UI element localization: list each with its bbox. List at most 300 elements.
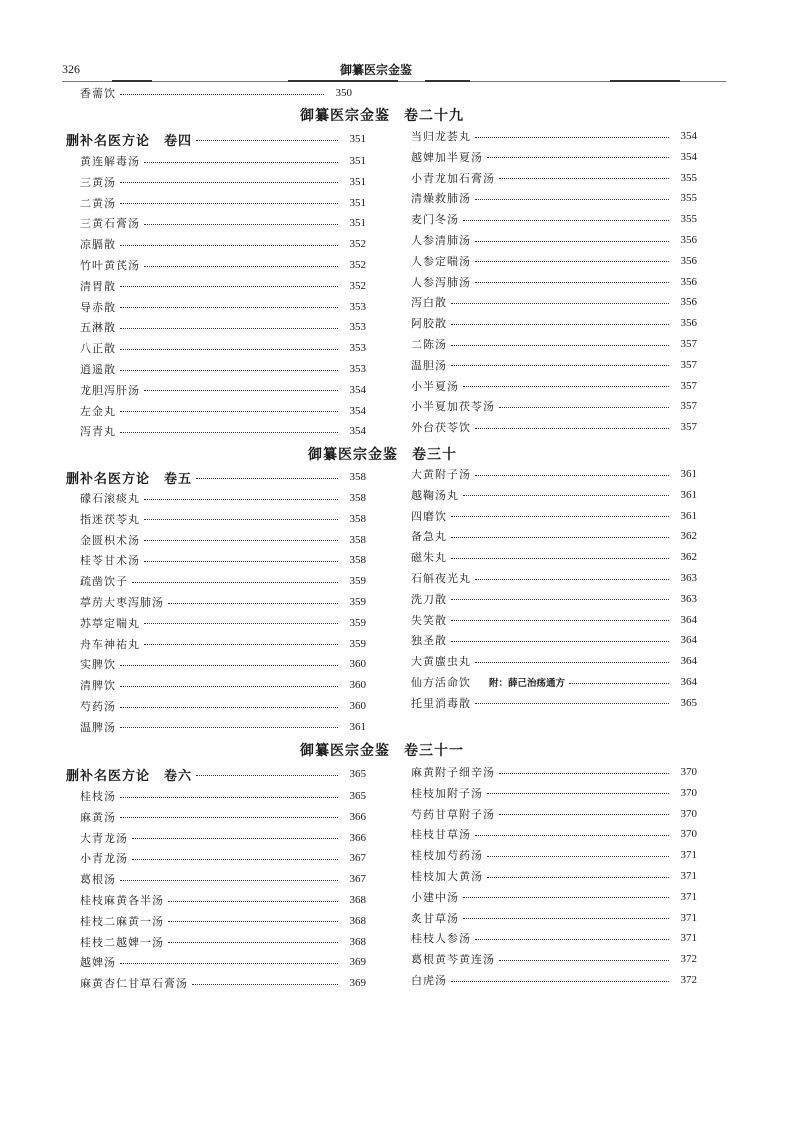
dot-leader	[451, 303, 669, 304]
dot-leader	[475, 261, 669, 262]
dot-leader	[451, 981, 669, 982]
entry-label: 舟车神祐丸	[80, 637, 140, 651]
entry-label: 小青龙汤	[80, 852, 128, 866]
toc-entry[interactable]	[80, 531, 366, 549]
entry-page: 357	[680, 338, 697, 350]
dot-leader	[196, 140, 338, 141]
entry-label: 人参清肺汤	[411, 234, 471, 247]
entry-page: 355	[680, 213, 697, 226]
entry-label: 桂枝加芍药汤	[411, 849, 483, 863]
entry-page: 352	[349, 259, 366, 271]
dot-leader	[120, 182, 338, 183]
entry-label: 左金丸	[80, 404, 116, 418]
entry-page: 361	[680, 488, 697, 501]
entry-page: 351	[349, 217, 366, 230]
entry-label: 实脾饮	[80, 658, 116, 672]
toc-entry-carryover[interactable]	[80, 84, 352, 102]
dot-leader	[120, 880, 338, 881]
entry-label: 芍药汤	[80, 700, 116, 713]
entry-label: 白虎汤	[411, 974, 447, 987]
dot-leader	[451, 558, 669, 559]
toc-entry[interactable]	[80, 402, 366, 420]
entry-page: 354	[349, 383, 366, 396]
dot-leader	[499, 814, 669, 815]
entry-page: 369	[349, 956, 366, 969]
chapter-label	[66, 468, 196, 487]
entry-page: 354	[349, 425, 366, 438]
toc-entry[interactable]	[411, 169, 697, 187]
toc-entry[interactable]	[80, 173, 366, 191]
dot-leader	[475, 835, 669, 836]
toc-entry[interactable]	[411, 929, 697, 947]
entry-page: 361	[680, 468, 697, 480]
entry-page: 367	[349, 873, 366, 886]
dot-leader	[120, 286, 338, 287]
toc-entry[interactable]	[411, 273, 697, 291]
chapter-title: 删补名医方论	[66, 471, 151, 487]
entry-label: 清脾饮	[80, 679, 116, 693]
dot-leader	[499, 407, 669, 408]
toc-entry[interactable]	[80, 235, 366, 253]
toc-chapter-entry[interactable]	[66, 130, 366, 148]
entry-label: 五淋散	[80, 321, 116, 335]
entry-page: 369	[349, 977, 366, 990]
entry-label: 托里消毒散	[411, 696, 471, 710]
toc-entry[interactable]	[411, 335, 697, 353]
toc-entry[interactable]	[411, 231, 697, 249]
toc-entry[interactable]	[80, 891, 366, 909]
dot-leader	[196, 478, 338, 479]
header-rule-segment	[610, 80, 680, 82]
toc-entry[interactable]	[411, 888, 697, 906]
dot-leader	[120, 328, 338, 329]
toc-entry[interactable]	[411, 950, 697, 968]
entry-page: 357	[680, 421, 697, 434]
entry-label: 三黄石膏汤	[80, 217, 140, 231]
dot-leader	[120, 411, 338, 412]
dot-leader	[451, 516, 669, 517]
toc-entry[interactable]	[411, 846, 697, 864]
entry-page: 351	[349, 155, 366, 167]
entry-page: 351	[349, 196, 366, 209]
toc-entry[interactable]	[80, 510, 366, 528]
entry-page: 361	[349, 720, 366, 733]
toc-entry[interactable]	[411, 805, 697, 823]
toc-entry[interactable]	[411, 548, 697, 566]
section-book-title: 御纂医宗金鉴	[300, 108, 390, 124]
dot-leader	[463, 220, 669, 221]
entry-page: 351	[349, 175, 366, 188]
toc-entry[interactable]	[80, 718, 366, 736]
entry-label: 洗刀散	[411, 592, 447, 606]
toc-entry[interactable]	[80, 870, 366, 888]
dot-leader	[120, 307, 338, 308]
header-rule-segment	[112, 80, 152, 82]
section-volume: 卷三十	[412, 447, 457, 463]
toc-entry[interactable]	[411, 763, 697, 781]
entry-page: 368	[349, 894, 366, 906]
entry-page: 356	[680, 317, 697, 330]
entry-page: 353	[349, 321, 366, 334]
section-volume: 卷二十九	[404, 108, 464, 124]
toc-entry[interactable]	[411, 189, 697, 207]
entry-label: 麻黄汤	[80, 810, 116, 824]
dot-leader	[475, 241, 669, 242]
entry-label: 指迷茯苓丸	[80, 512, 140, 526]
entry-page: 357	[680, 400, 697, 413]
entry-label: 礞石滚痰丸	[80, 492, 140, 505]
entry-page: 358	[349, 554, 366, 567]
dot-leader	[144, 499, 338, 500]
entry-label: 小半夏汤	[411, 379, 459, 393]
dot-leader	[475, 703, 669, 704]
entry-page: 366	[349, 831, 366, 844]
toc-entry[interactable]	[80, 655, 366, 673]
dot-leader	[144, 623, 338, 624]
toc-entry[interactable]	[411, 569, 697, 587]
toc-entry[interactable]	[411, 631, 697, 649]
entry-label: 黄连解毒汤	[80, 155, 140, 168]
entry-label: 桂枝二越婢一汤	[80, 935, 164, 949]
dot-leader	[463, 918, 669, 919]
entry-page: 357	[680, 358, 697, 371]
entry-page: 361	[680, 509, 697, 522]
toc-entry[interactable]	[80, 277, 366, 295]
entry-label: 桂枝二麻黄一汤	[80, 914, 164, 928]
entry-page: 371	[680, 890, 697, 903]
entry-page: 356	[680, 254, 697, 267]
toc-entry[interactable]	[80, 808, 366, 826]
entry-page: 360	[349, 679, 366, 692]
toc-entry[interactable]	[411, 148, 697, 166]
toc-entry[interactable]	[411, 694, 697, 712]
entry-label: 葛根汤	[80, 873, 116, 887]
entry-page: 370	[680, 786, 697, 799]
dot-leader	[120, 370, 338, 371]
toc-chapter-entry[interactable]	[66, 468, 366, 486]
entry-label: 清燥救肺汤	[411, 192, 471, 206]
dot-leader	[144, 162, 338, 163]
toc-entry[interactable]	[411, 356, 697, 374]
entry-page: 354	[349, 404, 366, 417]
toc-entry[interactable]	[80, 829, 366, 847]
toc-entry[interactable]	[411, 293, 697, 311]
dot-leader	[144, 390, 338, 391]
entry-label: 阿胶散	[411, 317, 447, 331]
dot-leader	[120, 349, 338, 350]
entry-label: 桂苓甘术汤	[80, 554, 140, 568]
dot-leader	[487, 877, 669, 878]
dot-leader	[120, 707, 338, 708]
entry-page: 358	[349, 533, 366, 546]
entry-label: 越婢汤	[80, 956, 116, 970]
toc-entry[interactable]	[80, 697, 366, 715]
entry-label: 竹叶黄芪汤	[80, 259, 140, 272]
toc-entry[interactable]	[80, 933, 366, 951]
toc-entry[interactable]	[411, 465, 697, 483]
entry-label: 桂枝麻黄各半汤	[80, 894, 164, 907]
entry-label: 桂枝人参汤	[411, 932, 471, 946]
dot-leader	[120, 797, 338, 798]
entry-page: 371	[680, 932, 697, 945]
entry-page: 371	[680, 911, 697, 924]
entry-label: 八正散	[80, 342, 116, 356]
dot-leader	[475, 137, 669, 138]
dot-leader	[144, 519, 338, 520]
entry-page: 371	[680, 870, 697, 882]
dot-leader	[475, 939, 669, 940]
entry-page: 360	[349, 700, 366, 712]
entry-page: 352	[349, 238, 366, 251]
entry-label: 人参定喘汤	[411, 254, 471, 268]
dot-leader	[499, 960, 669, 961]
dot-leader	[120, 963, 338, 964]
dot-leader	[463, 495, 669, 496]
entry-page: 354	[680, 130, 697, 142]
dot-leader	[451, 365, 669, 366]
section-book-title: 御纂医宗金鉴	[308, 447, 398, 463]
dot-leader	[120, 665, 338, 666]
dot-leader	[451, 324, 669, 325]
chapter-volume: 卷五	[164, 471, 193, 487]
toc-entry[interactable]	[411, 611, 697, 629]
entry-page: 353	[349, 300, 366, 313]
toc-entry[interactable]	[411, 784, 697, 802]
entry-page: 368	[349, 914, 366, 927]
dot-leader	[475, 579, 669, 580]
dot-leader	[132, 582, 338, 583]
entry-page: 359	[349, 637, 366, 650]
toc-entry[interactable]	[80, 676, 366, 694]
entry-page: 358	[349, 512, 366, 525]
entry-label: 石斛夜光丸	[411, 572, 471, 585]
entry-label: 三黄汤	[80, 175, 116, 189]
chapter-title: 删补名医方论	[66, 133, 151, 149]
dot-leader	[120, 432, 338, 433]
entry-label: 越婢加半夏汤	[411, 150, 483, 164]
dot-leader	[120, 727, 338, 728]
entry-label: 桂枝加大黄汤	[411, 870, 483, 883]
chapter-volume: 卷六	[164, 768, 193, 784]
dot-leader	[487, 856, 669, 857]
dot-leader	[451, 537, 669, 538]
entry-label: 二陈汤	[411, 338, 447, 351]
entry-page: 353	[349, 342, 366, 355]
dot-leader	[451, 599, 669, 600]
entry-page: 356	[680, 296, 697, 309]
entry-page: 364	[680, 676, 697, 688]
entry-page: 359	[349, 596, 366, 608]
entry-label: 当归龙荟丸	[411, 130, 471, 143]
dot-leader	[120, 245, 338, 246]
entry-label: 桂枝汤	[80, 790, 116, 803]
entry-page: 363	[680, 592, 697, 605]
dot-leader	[196, 775, 338, 776]
header-rule-segment	[288, 80, 398, 82]
dot-leader	[499, 773, 669, 774]
toc-entry[interactable]	[411, 210, 697, 228]
entry-page: 364	[680, 634, 697, 647]
entry-label: 葶苈大枣泻肺汤	[80, 596, 164, 609]
entry-note: 附：薛己治疡通方	[489, 678, 566, 689]
dot-leader	[132, 838, 338, 839]
entry-label: 麦门冬汤	[411, 213, 459, 227]
toc-entry[interactable]	[80, 214, 366, 232]
dot-leader	[120, 817, 338, 818]
dot-leader	[475, 282, 669, 283]
entry-label: 温脾汤	[80, 720, 116, 734]
toc-chapter-entry[interactable]	[66, 765, 366, 783]
toc-entry[interactable]	[80, 318, 366, 336]
entry-page: 364	[680, 655, 697, 668]
entry-label: 麻黄附子细辛汤	[411, 766, 495, 779]
toc-entry[interactable]	[80, 974, 366, 992]
entry-label: 葛根黄芩黄连汤	[411, 953, 495, 967]
toc-entry[interactable]	[80, 849, 366, 867]
dot-leader	[475, 662, 669, 663]
toc-entry[interactable]	[411, 527, 697, 545]
section-heading	[300, 740, 464, 760]
toc-entry[interactable]	[411, 377, 697, 395]
toc-entry[interactable]	[80, 572, 366, 590]
entry-label: 温胆汤	[411, 358, 447, 372]
entry-label: 龙胆泻肝汤	[80, 383, 140, 397]
dot-leader	[120, 203, 338, 204]
entry-page: 354	[680, 150, 697, 163]
dot-leader	[120, 94, 324, 95]
entry-label: 失笑散	[411, 613, 447, 627]
entry-label: 炙甘草汤	[411, 911, 459, 925]
chapter-volume: 卷四	[164, 133, 193, 149]
section-volume: 卷三十一	[404, 743, 464, 759]
entry-label: 小半夏加茯苓汤	[411, 400, 495, 414]
entry-page: 358	[349, 492, 366, 504]
page-number: 326	[62, 62, 80, 76]
toc-entry[interactable]	[411, 867, 697, 885]
entry-label: 桂枝甘草汤	[411, 828, 471, 842]
dot-leader	[463, 897, 669, 898]
entry-label: 二黄汤	[80, 196, 116, 210]
toc-entry[interactable]	[80, 381, 366, 399]
entry-label: 小建中汤	[411, 890, 459, 904]
toc-entry[interactable]	[80, 339, 366, 357]
toc-entry[interactable]	[411, 418, 697, 436]
entry-label: 泻白散	[411, 296, 447, 310]
entry-label: 麻黄杏仁甘草石膏汤	[80, 977, 188, 991]
toc-entry[interactable]	[411, 590, 697, 608]
entry-label: 越鞠汤丸	[411, 488, 459, 502]
dot-leader	[144, 266, 338, 267]
toc-entry[interactable]	[80, 614, 366, 632]
entry-page: 370	[680, 807, 697, 820]
toc-entry[interactable]	[80, 635, 366, 653]
toc-entry[interactable]	[411, 971, 697, 989]
toc-entry[interactable]	[80, 194, 366, 212]
dot-leader	[168, 942, 338, 943]
entry-page: 367	[349, 852, 366, 865]
entry-label: 大黄附子汤	[411, 468, 471, 481]
toc-entry[interactable]	[80, 912, 366, 930]
toc-entry[interactable]	[411, 507, 697, 525]
chapter-page: 365	[349, 768, 366, 780]
toc-entry[interactable]	[411, 127, 697, 145]
entry-page: 355	[680, 171, 697, 184]
entry-label: 小青龙加石膏汤	[411, 171, 495, 185]
entry-label: 磁朱丸	[411, 551, 447, 565]
toc-entry[interactable]	[80, 152, 366, 170]
entry-label: 金匮枳术汤	[80, 533, 140, 547]
entry-page: 359	[349, 575, 366, 588]
entry-page: 364	[680, 613, 697, 626]
toc-entry[interactable]	[411, 652, 697, 670]
entry-page: 365	[680, 696, 697, 709]
toc-entry[interactable]	[411, 673, 697, 691]
dot-leader	[168, 921, 338, 922]
entry-page: 350	[335, 87, 352, 99]
toc-entry[interactable]	[80, 422, 366, 440]
toc-entry[interactable]	[411, 397, 697, 415]
toc-entry[interactable]	[411, 909, 697, 927]
section-heading	[308, 444, 457, 464]
toc-entry[interactable]	[80, 593, 366, 611]
dot-leader	[144, 540, 338, 541]
toc-entry[interactable]	[80, 298, 366, 316]
entry-page: 372	[680, 974, 697, 986]
entry-page: 359	[349, 616, 366, 629]
dot-leader	[475, 475, 669, 476]
entry-label: 大青龙汤	[80, 831, 128, 845]
entry-page: 352	[349, 279, 366, 292]
entry-page: 366	[349, 810, 366, 823]
toc-entry[interactable]	[80, 360, 366, 378]
toc-entry[interactable]	[411, 486, 697, 504]
toc-entry[interactable]	[80, 551, 366, 569]
dot-leader	[144, 644, 338, 645]
entry-label: 疏凿饮子	[80, 575, 128, 589]
toc-entry[interactable]	[411, 252, 697, 270]
toc-entry[interactable]	[411, 825, 697, 843]
chapter-page: 351	[349, 133, 366, 145]
entry-label: 逍遥散	[80, 363, 116, 376]
entry-label: 清胃散	[80, 279, 116, 293]
toc-entry[interactable]	[80, 256, 366, 274]
entry-page: 356	[680, 234, 697, 246]
dot-leader	[569, 683, 669, 684]
entry-label: 外台茯苓饮	[411, 421, 471, 435]
entry-page: 356	[680, 275, 697, 288]
toc-entry[interactable]	[411, 314, 697, 332]
entry-label: 凉膈散	[80, 238, 116, 252]
dot-leader	[451, 641, 669, 642]
dot-leader	[475, 428, 669, 429]
dot-leader	[144, 224, 338, 225]
entry-page: 368	[349, 935, 366, 948]
entry-page: 360	[349, 658, 366, 671]
entry-label: 独圣散	[411, 634, 447, 648]
toc-entry[interactable]	[80, 489, 366, 507]
toc-entry[interactable]	[80, 953, 366, 971]
entry-label: 桂枝加附子汤	[411, 786, 483, 800]
page-header	[62, 62, 726, 80]
dot-leader	[475, 199, 669, 200]
dot-leader	[451, 345, 669, 346]
dot-leader	[463, 386, 669, 387]
entry-page: 355	[680, 192, 697, 205]
entry-page: 363	[680, 572, 697, 584]
toc-entry[interactable]	[80, 787, 366, 805]
entry-label: 导赤散	[80, 300, 116, 314]
entry-page: 353	[349, 363, 366, 375]
